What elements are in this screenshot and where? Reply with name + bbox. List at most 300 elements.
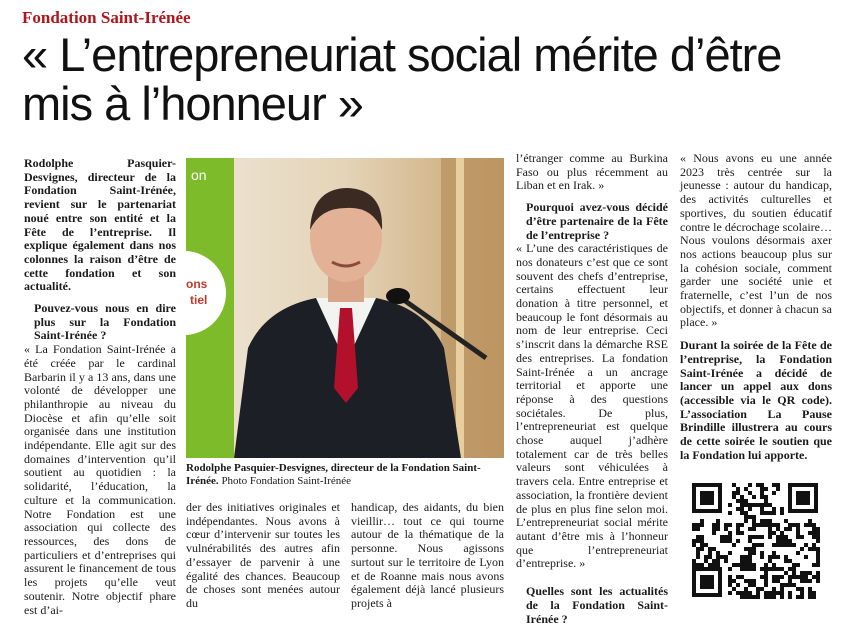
qr-module <box>768 591 772 595</box>
qr-module <box>720 555 724 559</box>
qr-module <box>752 543 756 547</box>
qr-module <box>708 551 712 555</box>
qr-module <box>800 547 804 551</box>
qr-module <box>816 539 820 543</box>
qr-module <box>772 595 776 599</box>
qr-module <box>740 591 744 595</box>
qr-module <box>748 547 752 551</box>
qr-module <box>764 563 768 567</box>
qr-module <box>740 595 744 599</box>
qr-module <box>724 559 728 563</box>
qr-module <box>776 575 780 579</box>
qr-module <box>772 567 776 571</box>
qr-module <box>756 595 760 599</box>
qr-module <box>748 591 752 595</box>
qr-module <box>760 519 764 523</box>
lead-paragraph: Rodolphe Pasquier-Desvignes, directeur de la Fondation Saint-Irénée, revient sur le partenariat noué entre son entité et la Fête de l’entreprise. Il explique également dans nos colonnes la raison d’être de cette fondation et son actualité. <box>24 156 176 294</box>
qr-module <box>776 543 780 547</box>
qr-module <box>792 583 796 587</box>
qr-module <box>700 563 704 567</box>
qr-module <box>712 527 716 531</box>
qr-module <box>784 571 788 575</box>
qr-module <box>732 543 736 547</box>
qr-module <box>752 583 756 587</box>
qr-module <box>696 539 700 543</box>
qr-module <box>760 491 764 495</box>
qr-module <box>800 595 804 599</box>
qr-module <box>744 499 748 503</box>
qr-module <box>808 595 812 599</box>
qr-module <box>760 495 764 499</box>
qr-module <box>760 487 764 491</box>
qr-module <box>804 543 808 547</box>
qr-module <box>808 579 812 583</box>
answer-1-continued: der des initiatives originales et indépendantes. Nous avons à cœur d’intervenir sur toutes les vulnérabilités des autres afin d’essayer de parvenir à une égalité des chances. Beaucoup de choses sont menées autour du <box>186 500 340 610</box>
qr-module <box>744 515 748 519</box>
qr-module <box>748 483 752 487</box>
qr-module <box>696 555 700 559</box>
qr-module <box>804 575 808 579</box>
qr-module <box>796 535 800 539</box>
qr-module <box>692 563 696 567</box>
qr-module <box>800 591 804 595</box>
qr-module <box>744 579 748 583</box>
qr-module <box>780 591 784 595</box>
qr-module <box>772 483 776 487</box>
banner-text-2: ons <box>186 277 208 291</box>
qr-module <box>708 563 712 567</box>
qr-module <box>696 527 700 531</box>
qr-module <box>808 547 812 551</box>
qr-module <box>772 523 776 527</box>
qr-module <box>776 539 780 543</box>
qr-module <box>772 511 776 515</box>
qr-module <box>748 539 752 543</box>
qr-module <box>740 531 744 535</box>
qr-module <box>716 519 720 523</box>
qr-module <box>736 539 740 543</box>
qr-module <box>764 591 768 595</box>
qr-module <box>780 587 784 591</box>
qr-module <box>816 535 820 539</box>
qr-module <box>776 567 780 571</box>
qr-module <box>736 491 740 495</box>
qr-module <box>816 563 820 567</box>
qr-module <box>780 575 784 579</box>
qr-module <box>784 535 788 539</box>
qr-module <box>800 571 804 575</box>
qr-module <box>744 595 748 599</box>
qr-module <box>704 543 708 547</box>
qr-module <box>740 499 744 503</box>
qr-module <box>760 587 764 591</box>
qr-module <box>728 551 732 555</box>
qr-module <box>764 519 768 523</box>
qr-module <box>804 579 808 583</box>
qr-module <box>712 559 716 563</box>
qr-module <box>768 523 772 527</box>
answer-2: « L’une des caractéristiques de nos donateurs c’est que ce sont souvent des chefs d’entreprise, certains effectuent leur donation à titre personnel, et beaucoup le font désormais au nom de leur entreprise. Ceci s’inscrit dans la démarche RSE des entreprises. La fondation Saint-Irénée a un ancrage territorial et apporte une réponse à des questions sociétales. De plus, l’entrepreneuriat est quelque chose auquel j’adhère totalement car de très belles valeurs sont véhiculées à travers cela. Entre entreprise et association, la frontière devient de plus en plus fine selon moi. L’entrepreneuriat social mérite autant d’être mis à l’honneur que l’entrepreneuriat d’entreprise. » <box>516 241 668 571</box>
qr-module <box>752 595 756 599</box>
banner-text: on <box>191 167 207 183</box>
qr-module <box>764 523 768 527</box>
qr-module <box>768 531 772 535</box>
qr-module <box>736 499 740 503</box>
qr-module <box>736 507 740 511</box>
qr-module <box>816 547 820 551</box>
qr-module <box>712 547 716 551</box>
qr-module <box>712 563 716 567</box>
qr-module <box>700 543 704 547</box>
qr-module <box>728 591 732 595</box>
qr-module <box>748 551 752 555</box>
qr-module <box>816 579 820 583</box>
qr-module <box>728 539 732 543</box>
qr-module <box>812 547 816 551</box>
qr-module <box>784 555 788 559</box>
answer-1-continued-2: handicap, des aidants, du bien vieillir… tout ce qui tourne autour de la thématique de la personne. Nous agissons surtout sur le territoire de Lyon et de Roanne mais nous avons également déjà lancé plusieurs projets à <box>351 500 504 610</box>
qr-module <box>780 567 784 571</box>
qr-module <box>760 511 764 515</box>
qr-module <box>748 503 752 507</box>
qr-module <box>816 551 820 555</box>
column-2 <box>186 501 340 611</box>
qr-module <box>760 535 764 539</box>
qr-module <box>812 595 816 599</box>
qr-module <box>756 523 760 527</box>
qr-module <box>756 591 760 595</box>
qr-module <box>740 511 744 515</box>
qr-module <box>744 567 748 571</box>
qr-module <box>692 543 696 547</box>
qr-module <box>716 563 720 567</box>
qr-module <box>752 515 756 519</box>
qr-module <box>752 519 756 523</box>
qr-module <box>728 567 732 571</box>
qr-module <box>696 535 700 539</box>
qr-module <box>724 535 728 539</box>
qr-module <box>744 547 748 551</box>
qr-module <box>732 579 736 583</box>
qr-module <box>716 551 720 555</box>
qr-module <box>748 583 752 587</box>
answer-1: « La Fondation Saint-Irénée a été créée par le cardinal Barbarin il y a 13 ans, dans une volonté de développer une philanthropie au niveau du Diocèse et afin qu’elle soit organisée dans une institution indépendante. Elle agit sur des domaines d’intervention qu’il soutient au quotidien : la solidarité, l’éducation, la culture et la communication. Notre Fondation est une association qui collecte des ressources, des dons de particuliers et d’entreprises qui assurent le financement de tous les projets qu’elle veut soutenir. Notre objectif phare est d’ai- <box>24 342 176 617</box>
qr-module <box>756 483 760 487</box>
qr-module <box>788 567 792 571</box>
qr-module <box>760 555 764 559</box>
column-3 <box>351 501 504 611</box>
qr-module <box>764 503 768 507</box>
qr-module <box>788 579 792 583</box>
qr-module <box>764 499 768 503</box>
qr-module <box>716 523 720 527</box>
qr-module <box>748 491 752 495</box>
qr-module <box>772 531 776 535</box>
qr-module <box>760 567 764 571</box>
qr-module <box>732 587 736 591</box>
qr-module <box>788 527 792 531</box>
qr-module <box>808 591 812 595</box>
qr-module <box>740 555 744 559</box>
qr-module <box>728 575 732 579</box>
qr-module <box>780 535 784 539</box>
qr-module <box>696 563 700 567</box>
qr-module <box>788 539 792 543</box>
qr-module <box>804 555 808 559</box>
qr-module <box>752 579 756 583</box>
qr-module <box>760 523 764 527</box>
qr-module <box>748 555 752 559</box>
qr-module <box>748 567 752 571</box>
qr-module <box>736 575 740 579</box>
qr-module <box>764 595 768 599</box>
photo-credit: Photo Fondation Saint-Irénée <box>221 475 351 487</box>
qr-module <box>760 575 764 579</box>
qr-module <box>744 591 748 595</box>
qr-module <box>788 591 792 595</box>
qr-module <box>784 519 788 523</box>
qr-module <box>752 503 756 507</box>
qr-module <box>748 579 752 583</box>
qr-module <box>768 555 772 559</box>
qr-module <box>772 575 776 579</box>
qr-module <box>816 527 820 531</box>
qr-module <box>752 551 756 555</box>
qr-module <box>708 547 712 551</box>
qr-module <box>812 563 816 567</box>
qr-module <box>724 523 728 527</box>
qr-module <box>744 555 748 559</box>
qr-module <box>792 575 796 579</box>
qr-module <box>796 575 800 579</box>
qr-module <box>724 555 728 559</box>
qr-module <box>792 563 796 567</box>
qr-module <box>764 583 768 587</box>
qr-module <box>812 531 816 535</box>
qr-module <box>812 523 816 527</box>
qr-module <box>780 507 784 511</box>
portrait-illustration <box>186 158 504 458</box>
qr-module <box>716 555 720 559</box>
qr-module <box>784 543 788 547</box>
qr-module <box>772 579 776 583</box>
qr-module <box>760 507 764 511</box>
qr-module <box>716 559 720 563</box>
answer-3: « Nous avons eu une année 2023 très centrée sur la jeunesse : autour du handicap, des activités culturelles et sportives, du soutien éducatif contre le décrochage scolaire… Nous voulons désormais axer nos actions beaucoup plus sur la cohésion sociale, comment garder une société unie et fraternelle, c’est l’un de nos objectifs, et donner à chacun sa place. » <box>680 151 832 330</box>
qr-module <box>780 595 784 599</box>
qr-module <box>700 535 704 539</box>
qr-module <box>752 527 756 531</box>
qr-module <box>796 527 800 531</box>
qr-module <box>760 551 764 555</box>
qr-module <box>732 483 736 487</box>
qr-module <box>700 519 704 523</box>
qr-module <box>756 543 760 547</box>
qr-module <box>768 519 772 523</box>
qr-module <box>760 543 764 547</box>
qr-module <box>784 539 788 543</box>
qr-module <box>788 575 792 579</box>
qr-module <box>816 571 820 575</box>
qr-module <box>728 579 732 583</box>
qr-module <box>692 539 696 543</box>
qr-module <box>756 503 760 507</box>
qr-module <box>776 591 780 595</box>
answer-1-end: l’étranger comme au Burkina Faso ou plus récemment au Liban et en Irak. » <box>516 151 668 193</box>
qr-module <box>776 579 780 583</box>
qr-module <box>808 523 812 527</box>
qr-module <box>728 511 732 515</box>
photo-caption <box>186 462 504 488</box>
qr-module <box>776 555 780 559</box>
qr-module <box>696 551 700 555</box>
qr-module <box>784 527 788 531</box>
qr-module <box>692 527 696 531</box>
qr-module <box>696 523 700 527</box>
qr-module <box>788 583 792 587</box>
qr-module <box>776 483 780 487</box>
qr-module <box>732 491 736 495</box>
qr-module <box>768 595 772 599</box>
qr-module <box>796 551 800 555</box>
qr-module <box>792 567 796 571</box>
qr-module <box>736 527 740 531</box>
question-3: Quelles sont les actualités de la Fondation Saint-Irénée ? <box>526 584 668 626</box>
qr-module <box>816 531 820 535</box>
qr-module <box>788 543 792 547</box>
qr-module <box>808 531 812 535</box>
qr-module <box>792 523 796 527</box>
qr-module <box>784 583 788 587</box>
qr-module <box>748 595 752 599</box>
banner-text-3: tiel <box>190 293 208 307</box>
qr-module <box>760 483 764 487</box>
qr-module <box>772 555 776 559</box>
qr-module <box>736 583 740 587</box>
qr-module <box>748 535 752 539</box>
qr-module <box>748 515 752 519</box>
qr-module <box>772 551 776 555</box>
qr-module <box>748 563 752 567</box>
qr-module <box>748 507 752 511</box>
caption-text: Rodolphe Pasquier-Desvignes, directeur de la Fondation Saint-Irénée. <box>186 462 481 487</box>
portrait-photo <box>186 158 504 458</box>
qr-module <box>756 535 760 539</box>
qr-module <box>792 571 796 575</box>
qr-module <box>728 523 732 527</box>
qr-module <box>776 527 780 531</box>
qr-module <box>736 487 740 491</box>
qr-module <box>800 535 804 539</box>
qr-module <box>768 527 772 531</box>
qr-module <box>784 559 788 563</box>
qr-module <box>740 495 744 499</box>
qr-module <box>780 539 784 543</box>
qr-module <box>692 523 696 527</box>
qr-module <box>700 547 704 551</box>
qr-module <box>816 555 820 559</box>
qr-module <box>740 559 744 563</box>
qr-module <box>740 523 744 527</box>
qr-module <box>740 507 744 511</box>
call-to-donate: Durant la soirée de la Fête de l’entreprise, la Fondation Saint-Irénée a décidé de lancer un appel aux dons (accessible via le QR code). L’association La Pause Brindille illustrera au cours de cette soirée le soutien que la Fondation lui apporte. <box>680 338 832 462</box>
qr-module <box>748 559 752 563</box>
qr-module <box>812 575 816 579</box>
qr-module <box>796 587 800 591</box>
qr-module <box>744 587 748 591</box>
qr-module <box>816 575 820 579</box>
qr-module <box>788 523 792 527</box>
qr-module <box>744 563 748 567</box>
qr-module <box>724 539 728 543</box>
qr-module <box>804 523 808 527</box>
qr-module <box>808 587 812 591</box>
qr-module <box>748 527 752 531</box>
qr-module <box>780 531 784 535</box>
qr-module <box>716 527 720 531</box>
qr-module <box>728 531 732 535</box>
qr-module <box>776 523 780 527</box>
qr-module <box>800 579 804 583</box>
qr-module <box>744 559 748 563</box>
qr-module <box>772 507 776 511</box>
qr-module <box>816 559 820 563</box>
question-1: Pouvez-vous nous en dire plus sur la Fondation Saint-Irénée ? <box>34 301 176 343</box>
qr-module <box>764 579 768 583</box>
question-2: Pourquoi avez-vous décidé d’être partenaire de la Fête de l’entreprise ? <box>526 200 668 242</box>
qr-module <box>704 559 708 563</box>
qr-module <box>800 575 804 579</box>
column-1 <box>24 157 176 617</box>
qr-module <box>780 511 784 515</box>
qr-module <box>752 563 756 567</box>
column-5 <box>680 152 832 462</box>
qr-module <box>724 527 728 531</box>
qr-module <box>764 511 768 515</box>
qr-module <box>744 503 748 507</box>
qr-module <box>776 535 780 539</box>
qr-module <box>788 595 792 599</box>
qr-module <box>752 567 756 571</box>
qr-module <box>768 503 772 507</box>
qr-module <box>768 567 772 571</box>
qr-module <box>764 567 768 571</box>
qr-module <box>700 523 704 527</box>
qr-module <box>728 503 732 507</box>
qr-module <box>696 547 700 551</box>
qr-module <box>796 531 800 535</box>
qr-module <box>772 543 776 547</box>
qr-code[interactable] <box>690 481 820 599</box>
qr-module <box>764 575 768 579</box>
qr-module <box>732 495 736 499</box>
section-kicker: Fondation Saint-Irénée <box>22 8 191 27</box>
qr-module <box>808 571 812 575</box>
qr-module <box>692 559 696 563</box>
qr-module <box>796 563 800 567</box>
column-4 <box>516 152 668 626</box>
qr-module <box>728 583 732 587</box>
qr-module <box>812 543 816 547</box>
qr-module <box>768 511 772 515</box>
qr-module <box>708 555 712 559</box>
qr-module <box>764 487 768 491</box>
qr-module <box>704 555 708 559</box>
qr-module <box>764 571 768 575</box>
qr-module <box>744 519 748 523</box>
qr-module <box>796 523 800 527</box>
qr-module <box>792 543 796 547</box>
